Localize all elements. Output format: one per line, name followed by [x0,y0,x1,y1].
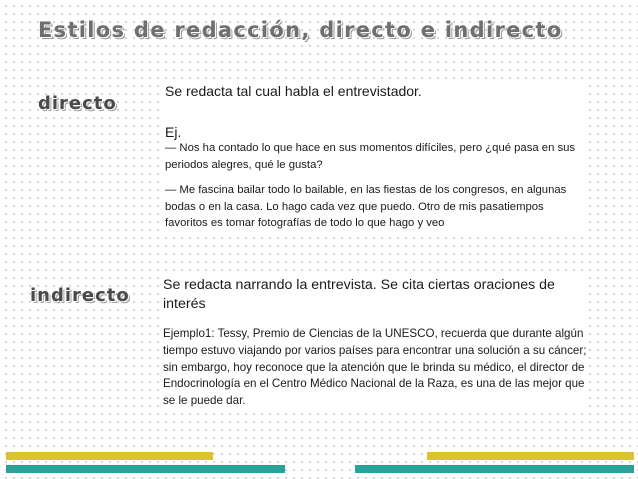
footer-bar-teal-left [6,465,285,473]
indirecto-text-block [160,275,588,407]
section-label-indirecto: indirecto [30,285,130,306]
indirecto-intro-text: Se redacta narrando la entrevista. Se cita ciertas oraciones de interés [163,277,555,312]
footer-bar-yellow-right [427,452,634,460]
directo-example-answer: — Me fascina bailar todo lo bailable, en las fiestas de los congresos, en algunas bodas o en la casa. Lo hago cada vez que puedo. Otro de mis pasatiempos favoritos es tomar fotografías de todo lo que hago y veo [165,184,567,229]
directo-example-question: — Nos ha contado lo que hace en sus momentos difíciles, pero ¿qué pasa en sus periodos alegres, qué le gusta? [165,142,576,171]
directo-text-block [160,80,588,236]
indirecto-example-text: Ejemplo1: Tessy, Premio de Ciencias de la UNESCO, recuerda que durante algún tiempo estuvo viajando por varios países para encontrar una solución a su cáncer; sin embargo, hoy reconoce que la atención que le brinda su médico, el director de Endocrinología en el Centro Médico Nacional de la Raza, es una de las mejor que se le puede dar. [163,327,587,408]
directo-example-label: Ej. [165,124,182,140]
directo-intro-text: Se redacta tal cual habla el entrevistador. [165,83,422,99]
footer-bar-yellow-left [6,452,213,460]
footer-bar-teal-right [355,465,634,473]
section-label-directo: directo [38,93,117,114]
slide-title: Estilos de redacción, directo e indirecto [38,18,563,42]
